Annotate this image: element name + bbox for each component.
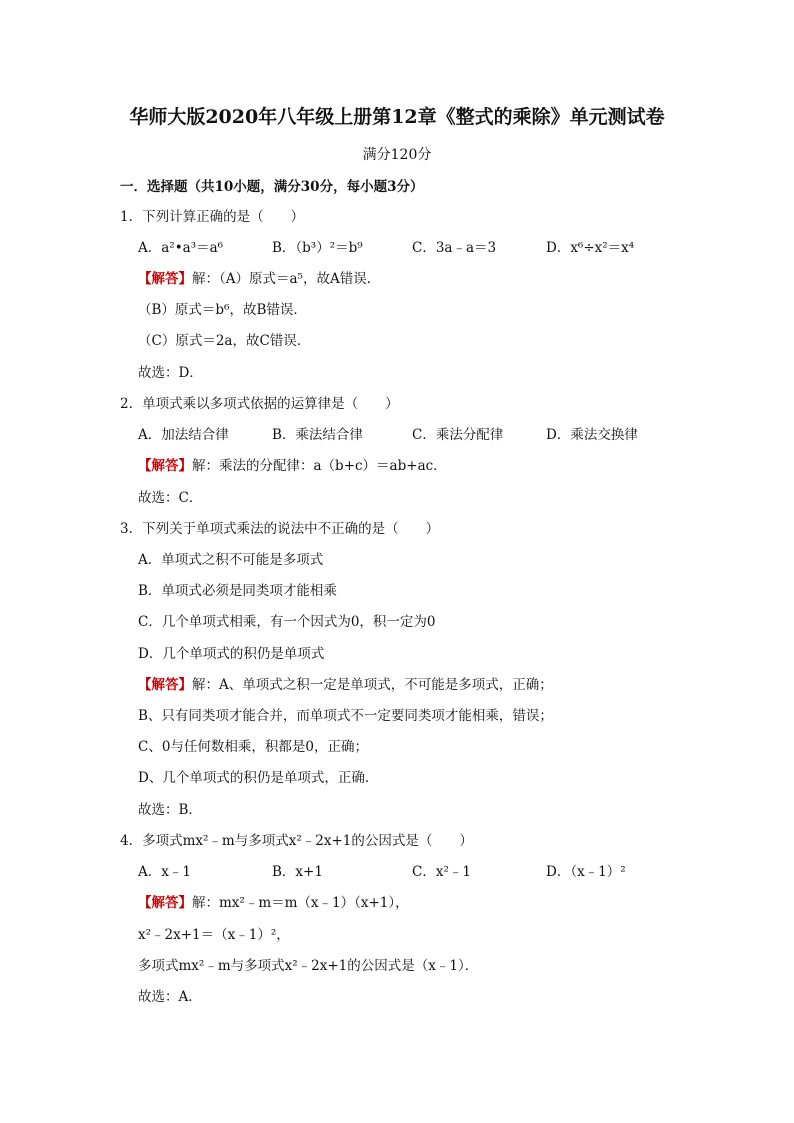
question-3-option-d: D．几个单项式的积仍是单项式 [138,646,325,662]
answer-tag: 【解答】 [138,271,192,287]
question-4-solution-line-3: 多项式mx²﹣m与多项式x²﹣2x+1的公因式是（x﹣1）． [138,958,479,974]
question-1-answer: 故选：D． [138,365,203,381]
question-1-solution-line-2: （B）原式＝b⁶，故B错误． [138,302,307,318]
question-2-option-d: D．乘法交换律 [546,427,638,443]
answer-tag: 【解答】 [138,677,192,693]
question-4-stem: 4．多项式mx²﹣m与多项式x²﹣2x+1的公因式是（ ） [120,833,473,849]
question-2-option-b: B．乘法结合律 [272,427,363,443]
answer-tag: 【解答】 [138,895,192,911]
question-3-answer: 故选：B． [138,802,202,818]
question-1-solution-line-3: （C）原式＝2a，故C错误． [138,333,311,349]
question-3-solution-line-3: C、0与任何数相乘，积都是0，正确； [138,739,369,755]
question-4-option-c: C．x²﹣1 [412,864,471,880]
question-1-solution-line-1: 【解答】解：（A）原式＝a⁵，故A错误． [138,271,381,287]
question-3-solution-line-2: B、只有同类项才能合并，而单项式不一定要同类项才能相乘，错误； [138,708,553,724]
question-1-option-b: B．（b³）²＝b⁹ [272,240,363,256]
question-2-option-a: A．加法结合律 [138,427,229,443]
section-heading: 一．选择题（共10小题，满分30分，每小题3分） [120,179,424,195]
question-3-option-b: B．单项式必须是同类项才能相乘 [138,583,337,599]
question-3-stem: 3．下列关于单项式乘法的说法中不正确的是（ ） [120,521,440,537]
question-2-answer: 故选：C． [138,490,203,506]
question-4-option-d: D．（x﹣1）² [546,864,626,880]
question-4-answer: 故选：A． [138,989,202,1005]
question-3-option-a: A．单项式之积不可能是多项式 [138,552,324,568]
question-1-stem: 1．下列计算正确的是（ ） [120,209,305,225]
question-3-solution-line-4: D、几个单项式的积仍是单项式，正确． [138,770,379,786]
question-1-option-c: C．3a﹣a＝3 [412,240,497,256]
page-title: 华师大版2020年八年级上册第12章《整式的乘除》单元测试卷 [129,106,665,128]
answer-tag: 【解答】 [138,458,192,474]
question-1-option-d: D．x⁶÷x²＝x⁴ [546,240,635,256]
question-2-option-c: C．乘法分配律 [412,427,504,443]
question-4-solution-line-1: 【解答】解：mx²﹣m＝m（x﹣1）（x+1）， [138,895,409,911]
question-4-option-b: B．x+1 [272,864,323,880]
question-4-solution-line-2: x²﹣2x+1＝（x﹣1）²， [138,927,290,943]
page-subtitle: 满分120分 [362,147,432,163]
question-3-solution-line-1: 【解答】解：A、单项式之积一定是单项式，不可能是多项式，正确； [138,677,553,693]
question-1-option-a: A．a²•a³＝a⁶ [138,240,224,256]
question-2-stem: 2．单项式乘以多项式依据的运算律是（ ） [120,396,399,412]
question-4-option-a: A．x﹣1 [138,864,191,880]
question-3-option-c: C．几个单项式相乘，有一个因式为0，积一定为0 [138,614,436,630]
question-2-solution-line-1: 【解答】解：乘法的分配律：a（b+c）＝ab+ac． [138,458,447,474]
